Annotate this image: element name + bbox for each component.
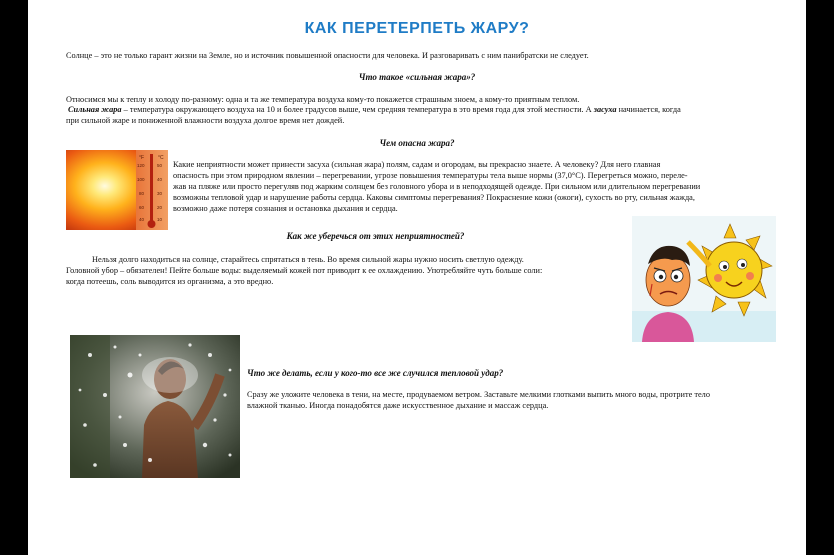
tick-c: 30 [157,191,163,196]
term-strong-heat: Сильная жара [68,105,122,114]
section2-line: возможны тепловой удар и нарушение работы сердца. Каковы симптомы перегревания? Покраснение кожи (ожоги), сухость во рту, сильная жажда, [173,193,695,202]
term-drought: засуха [593,105,617,114]
section4-line: Сразу же уложите человека в тени, на месте, продуваемом ветром. Заставьте мелкими глотками выпить много воды, протрите тело [247,390,710,399]
section2-line: жав на пляже или просто перегуляв под жарким солнцем без головного убора и в неподходящей одежде. При сильном или длительном перегревании [173,182,701,191]
section1-line3: при сильной жаре и пониженной влажности воздуха долгое время нет дождей. [66,116,345,125]
section2-line: Какие неприятности может принести засуха (сильная жара) полям, садам и огородам, вы прекрасно знаете. А человеку? Для него главная [173,160,661,169]
section3-line: Нельзя долго находиться на солнце, старайтесь спрятаться в тень. Во время сильной жары нужно носить светлую одежду. [92,255,524,264]
section1-line2: Сильная жара – температура окружающего воздуха на 10 и более градусов выше, чем средняя температура в это время года для этой местности. А засуха начинается, когда [68,105,681,114]
section2-line: возможно даже потеря сознания и остановка дыхания и сердца. [173,204,398,213]
tick-c: 40 [157,177,163,182]
thermo-unit-c: °C [158,155,164,161]
tick-c: 10 [157,217,163,222]
document-page [28,0,806,555]
section3-heading: Как же уберечься от этих неприятностей? [286,231,465,241]
tick-c: 50 [157,163,163,168]
tick-f: 40 [139,217,145,222]
tick-f: 120 [137,163,145,168]
intro-text: Солнце – это не только гарант жизни на Земле, но и источник повышенной опасности для человека. И разговаривать с ним панибратски не следует. [66,51,589,60]
section4-line: влажной тканью. Иногда понадобятся даже искусственное дыхание и массаж сердца. [247,401,549,410]
cartoon-boy-and-sun-image [632,216,776,342]
section4-heading: Что же делать, если у кого-то все же случился тепловой удар? [247,368,504,378]
tick-f: 60 [139,205,145,210]
section1-heading: Что такое «сильная жара»? [358,72,476,82]
section2-line: опасность при этом природном явлении – перегревании, угрозе повышения температуры тела выше нормы (37,0°С). Перегреться можно, переле- [173,171,688,180]
thermo-unit-f: °F [139,155,145,161]
section2-heading: Чем опасна жара? [379,138,455,148]
tick-f: 80 [139,191,145,196]
man-under-water-photo [70,335,240,478]
section3-line: когда потеешь, соль выводится из организма, а это вредно. [66,277,274,286]
page-title: КАК ПЕРЕТЕРПЕТЬ ЖАРУ? [304,20,530,37]
section1-line1: Относимся мы к теплу и холоду по-разному: одна и та же температура воздуха кому-то покажется страшным зноем, а кому-то приятным теплом. [66,95,580,104]
section3-line: Головной убор – обязателен! Пейте больше воды: выделяемый кожей пот приводит к ее охлаждению. Употребляйте чуть больше соли: [66,266,543,275]
sun-thermometer-image [66,150,168,230]
tick-c: 20 [157,205,163,210]
tick-f: 100 [137,177,145,182]
